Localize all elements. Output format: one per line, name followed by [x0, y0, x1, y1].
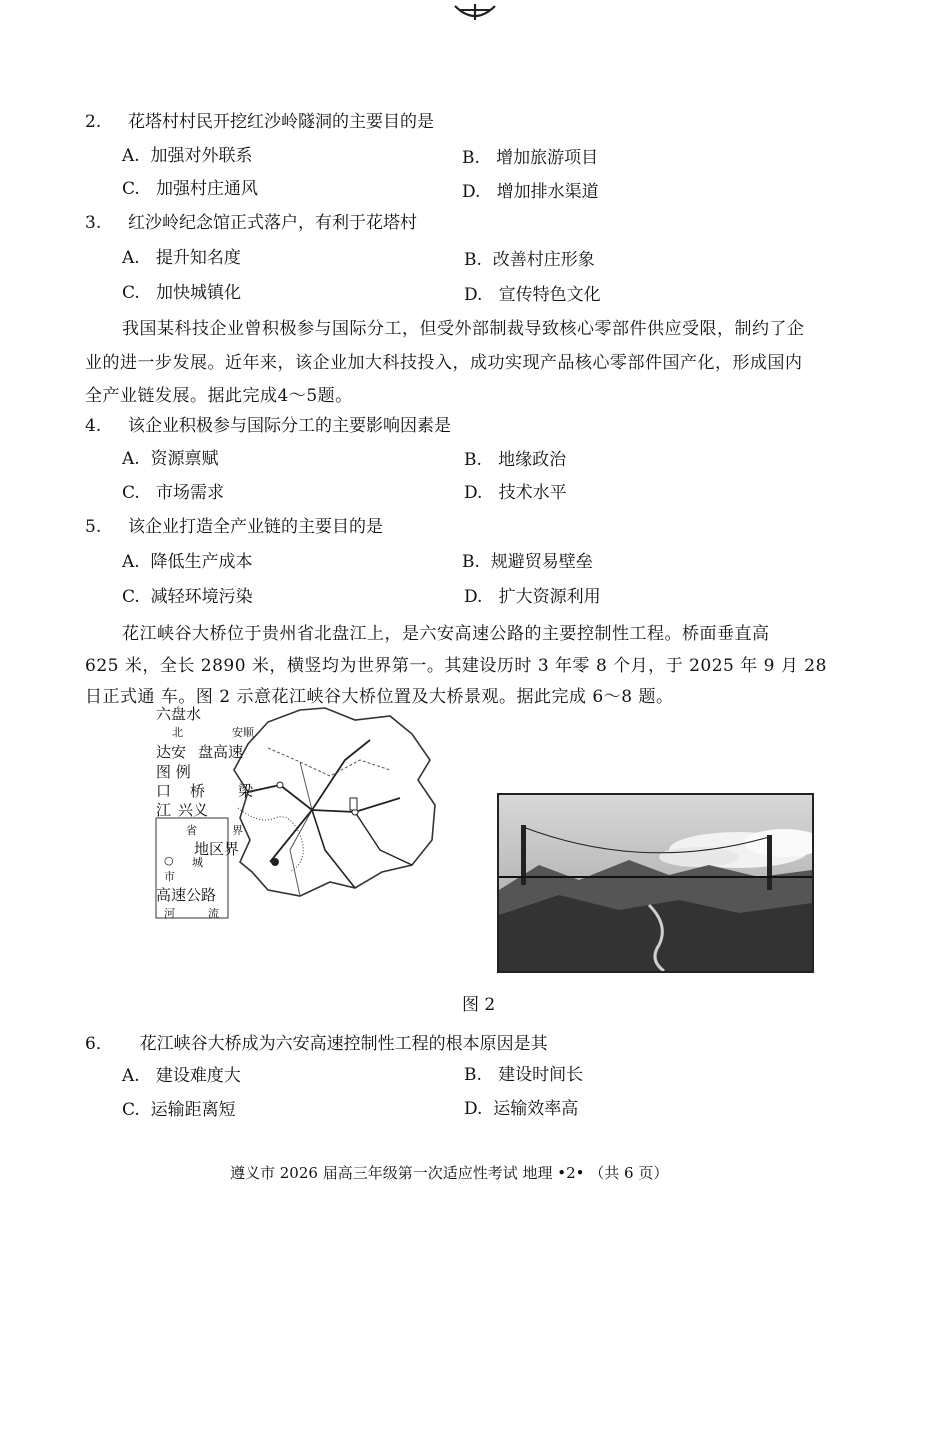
option-a: A. 建设难度大 [122, 1066, 241, 1086]
option-b: B. 增加旅游项目 [462, 148, 599, 168]
question-stem: 红沙岭纪念馆正式落户，有利于花塔村 [128, 213, 418, 233]
question-3 [85, 208, 417, 233]
option-a: A. 资源禀赋 [122, 449, 219, 469]
option-c: C. 加快城镇化 [122, 283, 242, 303]
map-label-daan: 达安 [156, 743, 187, 761]
map-label-liupanshui: 六盘水 [156, 705, 202, 723]
option-b: B. 建设时间长 [464, 1065, 584, 1085]
question-number: 6． [85, 1034, 113, 1054]
option-c: C. 市场需求 [122, 483, 225, 503]
question-4 [85, 411, 451, 436]
figure-caption: 图 2 [462, 995, 496, 1015]
question-number: 3. [85, 213, 102, 233]
page-footer: 遵义市 2026 届高三年级第一次适应性考试 地理 •2• （共 6 页） [230, 1164, 669, 1182]
option-c: C. 加强村庄通风 [122, 179, 259, 199]
location-map [150, 700, 450, 930]
legend-province-text: 界 [232, 824, 243, 837]
header-logo-icon [452, 0, 498, 26]
option-d: D. 运输效率高 [464, 1099, 579, 1119]
option-b: B. 改善村庄形象 [464, 250, 595, 270]
question-number: 5. [85, 517, 102, 537]
map-label-xingyi: 兴义 [178, 801, 209, 819]
legend-title: 图 例 [156, 763, 191, 781]
map-label-anshun: 安顺 [232, 726, 254, 739]
option-b: B. 规避贸易壁垒 [462, 552, 593, 572]
passage-line: 业的进一步发展。近年来，该企业加大科技投入，成功实现产品核心零部件国产化，形成国内 [85, 353, 803, 373]
legend-bridge-symbol: 口 [156, 782, 172, 800]
legend-region-boundary: 地区界 [194, 840, 240, 858]
legend-river-text: 流 [208, 907, 219, 920]
map-label-bei: 北 [172, 726, 183, 739]
question-stem: 该企业积极参与国际分工的主要影响因素是 [128, 416, 452, 436]
option-a: A. 提升知名度 [122, 248, 241, 268]
legend-city-text: 市 [164, 870, 175, 883]
bridge-photo [497, 793, 814, 973]
legend-river-text: 河 [164, 907, 175, 920]
map-label-highway-name: 盘高速 [198, 743, 244, 761]
legend-city-text: 城 [192, 856, 203, 869]
question-stem: 花江峡谷大桥成为六安高速控制性工程的根本原因是其 [139, 1034, 548, 1054]
question-number: 2. [85, 112, 102, 132]
question-number: 4. [85, 416, 102, 436]
question-stem: 花塔村村民开挖红沙岭隧洞的主要目的是 [128, 112, 435, 132]
option-d: D. 宣传特色文化 [464, 285, 601, 305]
question-6 [85, 1029, 548, 1054]
passage-line: 全产业链发展。据此完成4～5题。 [85, 386, 353, 406]
question-stem: 该企业打造全产业链的主要目的是 [128, 517, 384, 537]
question-5 [85, 512, 383, 537]
option-d: D. 技术水平 [464, 483, 567, 503]
legend-bridge-text: 梁 [238, 782, 254, 800]
option-d: D. 增加排水渠道 [462, 182, 599, 202]
legend-province-text: 省 [186, 824, 197, 837]
legend-city-symbol-icon: ○ [164, 854, 174, 867]
option-c: C. 运输距离短 [122, 1100, 236, 1120]
option-a: A. 加强对外联系 [122, 146, 253, 166]
passage-line: 625 米，全长 2890 米，横竖均为世界第一。其建设历时 3 年零 8 个月，于 2025 年 9 月 28 [85, 656, 827, 676]
legend-highway: 高速公路 [156, 886, 217, 904]
option-d: D. 扩大资源利用 [464, 587, 601, 607]
option-c: C. 减轻环境污染 [122, 587, 253, 607]
passage-line: 日正式通 车。图 2 示意花江峡谷大桥位置及大桥景观。据此完成 6～8 题。 [85, 687, 674, 707]
option-a: A. 降低生产成本 [122, 552, 253, 572]
passage-line: 花江峡谷大桥位于贵州省北盘江上，是六安高速公路的主要控制性工程。桥面垂直高 [122, 624, 770, 644]
legend-bridge-text: 桥 [190, 782, 206, 800]
bridge-landscape-image [499, 795, 812, 971]
passage-line: 我国某科技企业曾积极参与国际分工，但受外部制裁导致核心零部件供应受限，制约了企 [122, 319, 805, 339]
map-label-jiang: 江 [156, 801, 172, 819]
option-b: B. 地缘政治 [464, 450, 567, 470]
question-2 [85, 107, 434, 132]
